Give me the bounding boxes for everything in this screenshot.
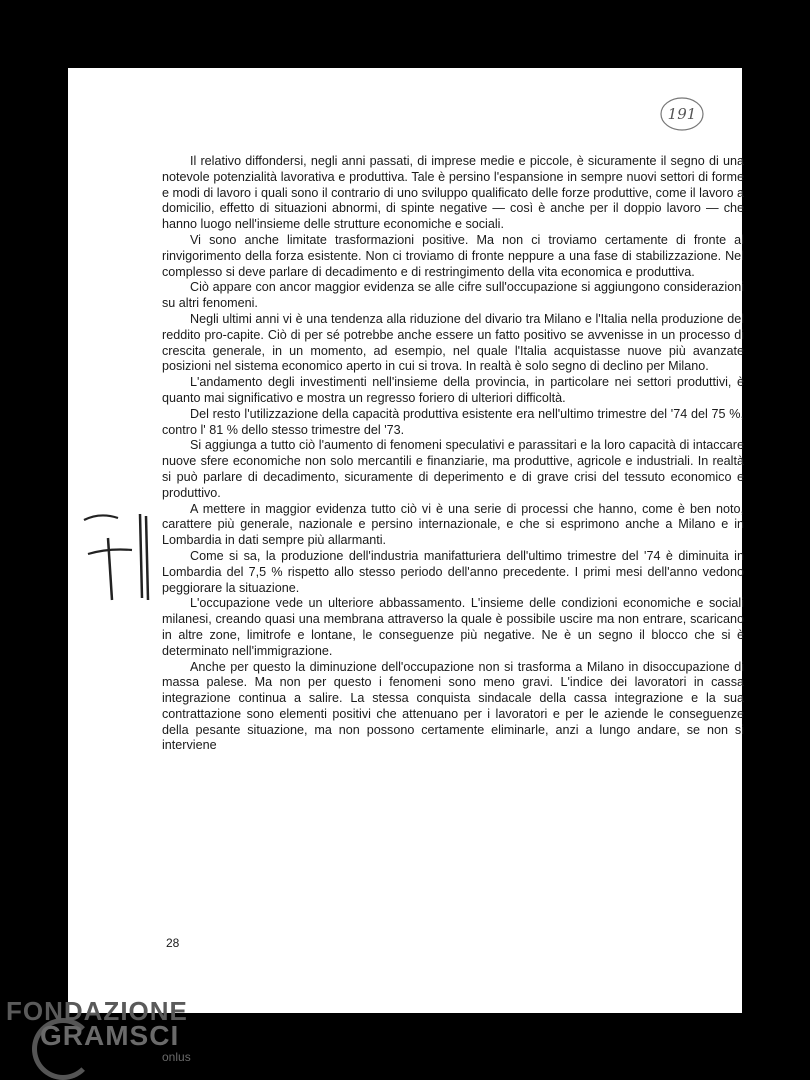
watermark-line2: GRAMSCI [40, 1020, 180, 1051]
paragraph: Del resto l'utilizzazione della capacità produttiva esistente era nell'ultimo trimestre del '74 del 75 %, contro l' 81 % dello stesso trimestre del '73. [162, 406, 744, 437]
body-text [162, 154, 744, 754]
paragraph: Anche per questo la diminuzione dell'occupazione non si trasforma a Milano in disoccupazione di massa palese. Ma non per questo i fenomeni sono meno gravi. L'indice dei lavoratori in cassa integrazione continua a salire. La stessa conquista sindacale della cassa integrazione e la sua contrattazione sono elementi positivi che attenuano per i lavoratori e per le aziende le conseguenze della pesante situazione, ma non possono certamente eliminarle, anzi a lungo andare, se non si interviene [162, 659, 744, 753]
paragraph: Negli ultimi anni vi è una tendenza alla riduzione del divario tra Milano e l'Italia nella produzione del reddito pro-capite. Ciò di per sé potrebbe anche essere un fatto positivo se avvenisse in un processo di crescita generale, in un momento, ad esempio, nel quale l'Italia acquistasse nuove più avanzate posizioni nel sistema economico aperto in cui si trova. In realtà è solo segno di declino per Milano. [162, 311, 744, 374]
page-number: 28 [166, 936, 180, 950]
paragraph: L'andamento degli investimenti nell'insieme della provincia, in particolare nei settori produttivi, è quanto mai significativo e mostra un regresso foriero di ulteriori difficoltà. [162, 375, 744, 405]
document-page [68, 68, 742, 1013]
paragraph: Vi sono anche limitate trasformazioni positive. Ma non ci troviamo certamente di fronte al rinvigorimento della forza esistente. Non ci troviamo di fronte neppure a una fase di stabilizzazione. Nel complesso si deve parlare di decadimento e di restringimento della vita economica e produttiva. [162, 232, 744, 279]
foundation-watermark [0, 990, 200, 1070]
paragraph: L'occupazione vede un ulteriore abbassamento. L'insieme delle condizioni economiche e sociali milanesi, creando quasi una membrana attraverso la quale è possibile uscire ma non entrare, scaricano in altre zone, limitrofe e lontane, le conseguenze più negative. Ne è un segno il blocco che si è determinato nell'immigrazione. [162, 596, 744, 658]
paragraph: Ciò appare con ancor maggior evidenza se alle cifre sull'occupazione si aggiungono considerazioni su altri fenomeni. [162, 280, 744, 311]
archive-stamp [658, 94, 706, 134]
paragraph: Si aggiunga a tutto ciò l'aumento di fenomeni speculativi e parassitari e la loro capacità di intaccare nuove sfere economiche non solo mercantili e finanziarie, ma produttive, agricole e industriali. In realtà si può parlare di decadimento, sicuramente di deperimento e di grave crisi del tessuto economico e produttivo. [162, 438, 744, 500]
watermark-line1: FONDAZIONE [6, 996, 188, 1026]
watermark-sub: onlus [162, 1050, 191, 1064]
paragraph: A mettere in maggior evidenza tutto ciò vi è una serie di processi che hanno, come è ben noto, carattere più generale, nazionale e persino internazionale, e che si esprimono anche a Milano e in Lombardia in dati sempre più allarmanti. [162, 501, 744, 548]
paragraph: Il relativo diffondersi, negli anni passati, di imprese medie e piccole, è sicuramente il segno di una notevole potenzialità lavorativa e produttiva. Tale è persino l'espansione in sempre nuovi settori di forme e modi di lavoro i quali sono il contrario di uno sviluppo qualificato delle forze produttive, come il lavoro a domicilio, effetto di situazioni abnormi, di spinte negative — così è anche per il doppio lavoro — che hanno luogo nell'insieme delle strutture economiche e sociali. [162, 154, 744, 232]
handwritten-margin-mark [78, 508, 158, 618]
paragraph: Come si sa, la produzione dell'industria manifatturiera dell'ultimo trimestre del '74 è diminuita in Lombardia del 7,5 % rispetto allo stesso periodo dell'anno precedente. I primi mesi dell'anno vedono peggiorare la situazione. [162, 548, 744, 595]
stamp-number: 191 [667, 105, 697, 123]
